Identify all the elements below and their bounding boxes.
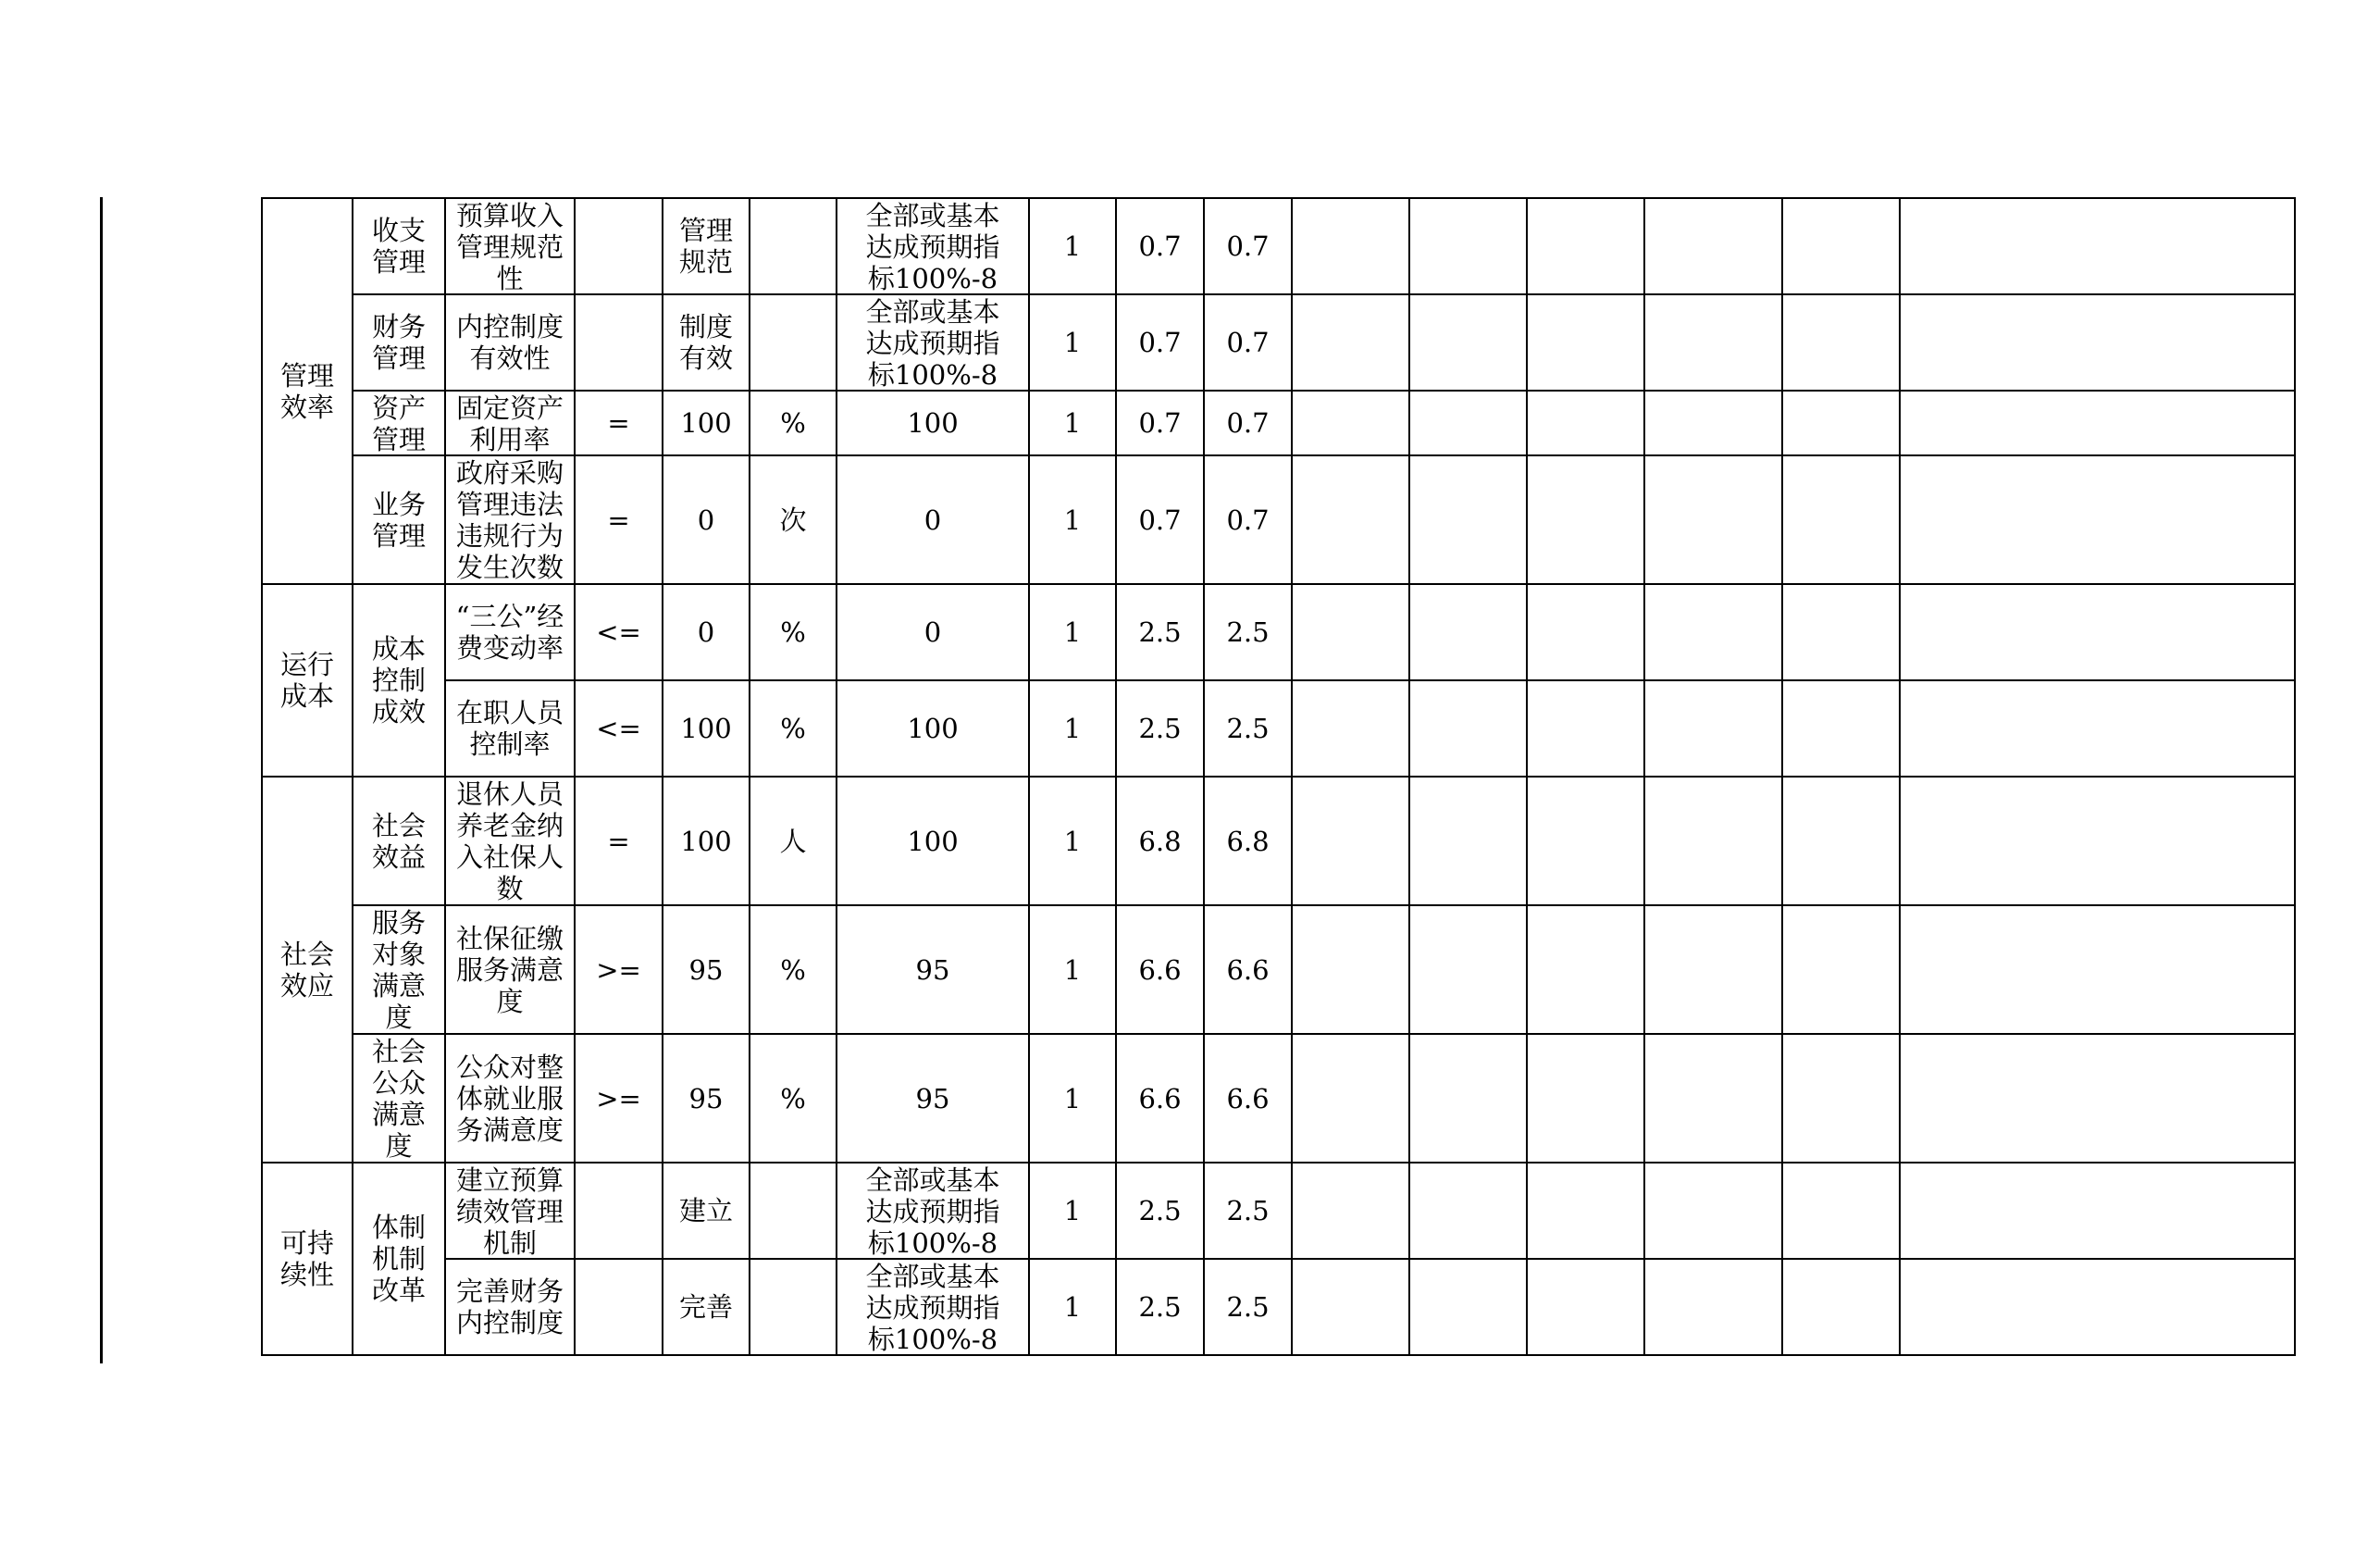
operator-cell — [575, 391, 663, 455]
level2-indicator-cell — [353, 584, 445, 777]
target-value-cell-text: 管理规范 — [678, 215, 733, 278]
empty-cell — [1900, 294, 2295, 391]
score-cell-text: 2.5 — [1138, 1291, 1182, 1323]
indicator-name-cell-text: 社保征缴服务满意度 — [455, 922, 564, 1017]
empty-cell — [1900, 1034, 2295, 1163]
empty-cell — [1782, 1163, 1900, 1259]
empty-cell — [1292, 455, 1409, 584]
score-cell — [1204, 198, 1292, 294]
performance-indicator-table — [261, 197, 2296, 1356]
level2-indicator-cell-text: 收支管理 — [371, 215, 426, 278]
standard-cell-text: 100 — [907, 407, 959, 439]
empty-cell — [1292, 198, 1409, 294]
empty-cell — [1409, 294, 1527, 391]
score-cell-text: 0.7 — [1226, 327, 1270, 358]
score-cell-text: 2.5 — [1226, 616, 1270, 648]
score-cell — [1204, 777, 1292, 905]
level1-indicator-cell — [262, 584, 353, 777]
score-cell-text: 2.5 — [1138, 713, 1182, 744]
score-cell-text: 2.5 — [1138, 616, 1182, 648]
weight-cell-text: 1 — [1063, 616, 1082, 648]
level2-indicator-cell-text: 资产管理 — [371, 392, 426, 454]
empty-cell — [1292, 680, 1409, 777]
unit-cell — [750, 584, 837, 680]
score-cell — [1204, 1259, 1292, 1355]
indicator-name-cell-text: 建立预算绩效管理机制 — [455, 1164, 564, 1257]
standard-cell — [837, 294, 1029, 391]
score-cell-text: 6.8 — [1226, 825, 1270, 857]
target-value-cell — [663, 584, 750, 680]
weight-cell-text: 1 — [1063, 825, 1082, 857]
empty-cell — [1900, 905, 2295, 1034]
target-value-cell — [663, 294, 750, 391]
score-cell — [1204, 584, 1292, 680]
standard-cell — [837, 680, 1029, 777]
target-value-cell — [663, 777, 750, 905]
operator-cell — [575, 1259, 663, 1355]
indicator-name-cell — [445, 391, 575, 455]
score-cell — [1116, 777, 1204, 905]
weight-cell-text: 1 — [1063, 953, 1082, 986]
target-value-cell-text: 0 — [697, 616, 715, 648]
weight-cell — [1029, 680, 1116, 777]
level2-indicator-cell — [353, 198, 445, 294]
empty-cell — [1292, 294, 1409, 391]
unit-cell — [750, 1163, 837, 1259]
level2-indicator-cell — [353, 391, 445, 455]
table-row — [262, 455, 2295, 584]
indicator-name-cell — [445, 1163, 575, 1259]
indicator-name-cell — [445, 680, 575, 777]
empty-cell — [1409, 391, 1527, 455]
standard-cell — [837, 1259, 1029, 1355]
score-cell — [1204, 455, 1292, 584]
empty-cell — [1409, 1259, 1527, 1355]
empty-cell — [1782, 680, 1900, 777]
indicator-name-cell — [445, 1259, 575, 1355]
operator-cell-text: = — [607, 825, 630, 857]
operator-cell-text: <= — [596, 616, 641, 648]
target-value-cell — [663, 1259, 750, 1355]
standard-cell — [837, 198, 1029, 294]
standard-cell-text: 95 — [915, 1082, 950, 1114]
score-cell — [1204, 1163, 1292, 1259]
target-value-cell-text: 完善 — [678, 1291, 733, 1323]
empty-cell — [1409, 1034, 1527, 1163]
indicator-name-cell-text: 内控制度有效性 — [455, 311, 564, 374]
level2-indicator-cell-text: 社会效益 — [371, 809, 426, 873]
target-value-cell — [663, 1034, 750, 1163]
empty-cell — [1409, 777, 1527, 905]
standard-cell-text: 全部或基本达成预期指标100%-8 — [865, 296, 1000, 389]
empty-cell — [1409, 905, 1527, 1034]
score-cell-text: 6.6 — [1226, 1082, 1270, 1114]
score-cell-text: 6.8 — [1138, 825, 1182, 857]
unit-cell-text: % — [780, 953, 806, 986]
empty-cell — [1900, 584, 2295, 680]
indicator-name-cell — [445, 1034, 575, 1163]
empty-cell — [1644, 1034, 1782, 1163]
target-value-cell-text: 100 — [680, 825, 732, 857]
level1-indicator-cell — [262, 198, 353, 584]
level2-indicator-cell — [353, 905, 445, 1034]
score-cell — [1116, 1259, 1204, 1355]
indicator-name-cell — [445, 294, 575, 391]
target-value-cell-text: 95 — [688, 1082, 724, 1114]
level2-indicator-cell-text: 社会公众满意度 — [371, 1036, 426, 1161]
standard-cell-text: 100 — [907, 713, 959, 744]
level2-indicator-cell-text: 财务管理 — [371, 311, 426, 374]
score-cell — [1116, 1034, 1204, 1163]
operator-cell-text: <= — [596, 713, 641, 744]
standard-cell-text: 100 — [907, 825, 959, 857]
score-cell-text: 0.7 — [1138, 230, 1182, 262]
score-cell-text: 2.5 — [1226, 713, 1270, 744]
operator-cell — [575, 777, 663, 905]
unit-cell — [750, 294, 837, 391]
standard-cell-text: 全部或基本达成预期指标100%-8 — [865, 1164, 1000, 1257]
weight-cell — [1029, 391, 1116, 455]
standard-cell-text: 0 — [923, 504, 942, 536]
empty-cell — [1527, 777, 1644, 905]
weight-cell-text: 1 — [1063, 407, 1082, 439]
operator-cell — [575, 905, 663, 1034]
target-value-cell-text: 100 — [680, 407, 732, 439]
weight-cell — [1029, 1034, 1116, 1163]
score-cell-text: 0.7 — [1226, 230, 1270, 262]
score-cell-text: 2.5 — [1138, 1195, 1182, 1226]
score-cell — [1116, 198, 1204, 294]
table-row — [262, 777, 2295, 905]
level2-indicator-cell-text: 服务对象满意度 — [371, 907, 426, 1032]
empty-cell — [1527, 294, 1644, 391]
score-cell-text: 6.6 — [1138, 953, 1182, 986]
empty-cell — [1900, 777, 2295, 905]
level2-indicator-cell-text: 体制机制改革 — [371, 1212, 426, 1306]
standard-cell — [837, 905, 1029, 1034]
empty-cell — [1782, 455, 1900, 584]
weight-cell — [1029, 905, 1116, 1034]
empty-cell — [1782, 584, 1900, 680]
empty-cell — [1644, 1163, 1782, 1259]
target-value-cell-text: 100 — [680, 713, 732, 744]
standard-cell-text: 全部或基本达成预期指标100%-8 — [865, 1261, 1000, 1353]
empty-cell — [1527, 1259, 1644, 1355]
empty-cell — [1782, 198, 1900, 294]
operator-cell-text: = — [607, 504, 630, 536]
operator-cell-text: >= — [596, 953, 641, 986]
level1-indicator-cell-text: 运行成本 — [279, 649, 334, 712]
empty-cell — [1644, 777, 1782, 905]
target-value-cell — [663, 1163, 750, 1259]
operator-cell — [575, 294, 663, 391]
score-cell-text: 6.6 — [1138, 1082, 1182, 1114]
empty-cell — [1527, 905, 1644, 1034]
unit-cell — [750, 905, 837, 1034]
empty-cell — [1900, 1259, 2295, 1355]
level2-indicator-cell — [353, 1034, 445, 1163]
empty-cell — [1900, 455, 2295, 584]
level2-indicator-cell-text: 成本控制成效 — [371, 633, 426, 728]
empty-cell — [1409, 455, 1527, 584]
weight-cell-text: 1 — [1063, 1291, 1082, 1323]
empty-cell — [1644, 198, 1782, 294]
operator-cell — [575, 584, 663, 680]
target-value-cell — [663, 391, 750, 455]
table-row — [262, 198, 2295, 294]
score-cell — [1204, 294, 1292, 391]
table-row — [262, 294, 2295, 391]
level1-indicator-cell-text: 可持续性 — [279, 1227, 334, 1290]
score-cell-text: 0.7 — [1138, 407, 1182, 439]
score-cell-text: 2.5 — [1226, 1195, 1270, 1226]
standard-cell — [837, 584, 1029, 680]
level2-indicator-cell — [353, 777, 445, 905]
score-cell — [1116, 680, 1204, 777]
empty-cell — [1900, 391, 2295, 455]
empty-cell — [1527, 455, 1644, 584]
weight-cell — [1029, 777, 1116, 905]
target-value-cell-text: 95 — [688, 953, 724, 986]
score-cell — [1204, 1034, 1292, 1163]
level1-indicator-cell-text: 管理效率 — [279, 359, 334, 423]
empty-cell — [1782, 391, 1900, 455]
operator-cell — [575, 680, 663, 777]
indicator-name-cell — [445, 905, 575, 1034]
unit-cell — [750, 198, 837, 294]
page-left-border — [100, 197, 103, 1363]
unit-cell-text: % — [780, 1082, 806, 1114]
empty-cell — [1527, 1163, 1644, 1259]
unit-cell — [750, 680, 837, 777]
empty-cell — [1644, 680, 1782, 777]
level2-indicator-cell — [353, 294, 445, 391]
score-cell-text: 0.7 — [1138, 327, 1182, 358]
table-row — [262, 1034, 2295, 1163]
level1-indicator-cell-text: 社会效应 — [279, 938, 334, 1002]
weight-cell — [1029, 294, 1116, 391]
standard-cell — [837, 777, 1029, 905]
empty-cell — [1782, 1259, 1900, 1355]
score-cell — [1116, 1163, 1204, 1259]
target-value-cell-text: 0 — [697, 504, 715, 536]
empty-cell — [1900, 198, 2295, 294]
score-cell — [1116, 584, 1204, 680]
empty-cell — [1644, 1259, 1782, 1355]
indicator-name-cell-text: 公众对整体就业服务满意度 — [455, 1051, 564, 1146]
empty-cell — [1292, 1259, 1409, 1355]
indicator-name-cell-text: 退休人员养老金纳入社保人数 — [455, 778, 564, 903]
standard-cell — [837, 455, 1029, 584]
target-value-cell-text: 建立 — [678, 1195, 733, 1226]
standard-cell-text: 0 — [923, 616, 942, 648]
table-row — [262, 391, 2295, 455]
weight-cell-text: 1 — [1063, 504, 1082, 536]
weight-cell — [1029, 1163, 1116, 1259]
score-cell-text: 0.7 — [1138, 504, 1182, 536]
unit-cell — [750, 1259, 837, 1355]
score-cell — [1116, 455, 1204, 584]
operator-cell-text: = — [607, 407, 630, 439]
unit-cell — [750, 777, 837, 905]
unit-cell-text: % — [780, 713, 806, 744]
standard-cell — [837, 1163, 1029, 1259]
weight-cell-text: 1 — [1063, 1082, 1082, 1114]
unit-cell-text: 次 — [779, 504, 807, 536]
empty-cell — [1409, 584, 1527, 680]
empty-cell — [1644, 294, 1782, 391]
operator-cell-text: >= — [596, 1082, 641, 1114]
score-cell-text: 0.7 — [1226, 407, 1270, 439]
empty-cell — [1644, 584, 1782, 680]
empty-cell — [1409, 198, 1527, 294]
empty-cell — [1782, 294, 1900, 391]
weight-cell — [1029, 455, 1116, 584]
empty-cell — [1527, 584, 1644, 680]
weight-cell-text: 1 — [1063, 1195, 1082, 1226]
empty-cell — [1409, 1163, 1527, 1259]
operator-cell — [575, 455, 663, 584]
weight-cell — [1029, 1259, 1116, 1355]
standard-cell — [837, 1034, 1029, 1163]
score-cell — [1204, 680, 1292, 777]
empty-cell — [1292, 391, 1409, 455]
level1-indicator-cell — [262, 1163, 353, 1355]
indicator-name-cell — [445, 198, 575, 294]
target-value-cell-text: 制度有效 — [678, 311, 733, 374]
empty-cell — [1782, 1034, 1900, 1163]
indicator-name-cell — [445, 455, 575, 584]
unit-cell — [750, 1034, 837, 1163]
weight-cell-text: 1 — [1063, 713, 1082, 744]
operator-cell — [575, 1034, 663, 1163]
weight-cell — [1029, 198, 1116, 294]
level2-indicator-cell-text: 业务管理 — [371, 488, 426, 552]
indicator-name-cell-text: “三公”经费变动率 — [455, 601, 564, 664]
score-cell — [1204, 391, 1292, 455]
table-row — [262, 584, 2295, 680]
level2-indicator-cell — [353, 455, 445, 584]
empty-cell — [1292, 1034, 1409, 1163]
empty-cell — [1644, 455, 1782, 584]
target-value-cell — [663, 680, 750, 777]
empty-cell — [1527, 391, 1644, 455]
score-cell-text: 2.5 — [1226, 1291, 1270, 1323]
empty-cell — [1292, 777, 1409, 905]
score-cell-text: 6.6 — [1226, 953, 1270, 986]
table-row — [262, 905, 2295, 1034]
standard-cell-text: 全部或基本达成预期指标100%-8 — [865, 200, 1000, 292]
indicator-name-cell-text: 固定资产利用率 — [455, 392, 564, 454]
unit-cell-text: % — [780, 407, 806, 439]
unit-cell-text: 人 — [779, 825, 807, 857]
indicator-name-cell-text: 在职人员控制率 — [455, 697, 564, 760]
empty-cell — [1644, 905, 1782, 1034]
table-row — [262, 1163, 2295, 1259]
empty-cell — [1527, 198, 1644, 294]
weight-cell-text: 1 — [1063, 327, 1082, 358]
empty-cell — [1644, 391, 1782, 455]
empty-cell — [1292, 1163, 1409, 1259]
standard-cell-text: 95 — [915, 953, 950, 986]
target-value-cell — [663, 455, 750, 584]
unit-cell — [750, 455, 837, 584]
level2-indicator-cell — [353, 1163, 445, 1355]
empty-cell — [1782, 777, 1900, 905]
weight-cell-text: 1 — [1063, 230, 1082, 262]
empty-cell — [1409, 680, 1527, 777]
target-value-cell — [663, 198, 750, 294]
score-cell — [1116, 294, 1204, 391]
target-value-cell — [663, 905, 750, 1034]
standard-cell — [837, 391, 1029, 455]
score-cell-text: 0.7 — [1226, 504, 1270, 536]
indicator-name-cell-text: 政府采购管理违法违规行为发生次数 — [455, 457, 564, 582]
indicator-name-cell-text: 预算收入管理规范性 — [455, 200, 564, 292]
table-row — [262, 680, 2295, 777]
empty-cell — [1292, 584, 1409, 680]
score-cell — [1116, 905, 1204, 1034]
indicator-name-cell — [445, 584, 575, 680]
operator-cell — [575, 198, 663, 294]
empty-cell — [1527, 1034, 1644, 1163]
weight-cell — [1029, 584, 1116, 680]
unit-cell-text: % — [780, 616, 806, 648]
indicator-name-cell-text: 完善财务内控制度 — [455, 1275, 564, 1338]
score-cell — [1116, 391, 1204, 455]
empty-cell — [1900, 1163, 2295, 1259]
indicator-name-cell — [445, 777, 575, 905]
empty-cell — [1527, 680, 1644, 777]
empty-cell — [1782, 905, 1900, 1034]
empty-cell — [1900, 680, 2295, 777]
table-row — [262, 1259, 2295, 1355]
level1-indicator-cell — [262, 777, 353, 1163]
empty-cell — [1292, 905, 1409, 1034]
unit-cell — [750, 391, 837, 455]
operator-cell — [575, 1163, 663, 1259]
score-cell — [1204, 905, 1292, 1034]
